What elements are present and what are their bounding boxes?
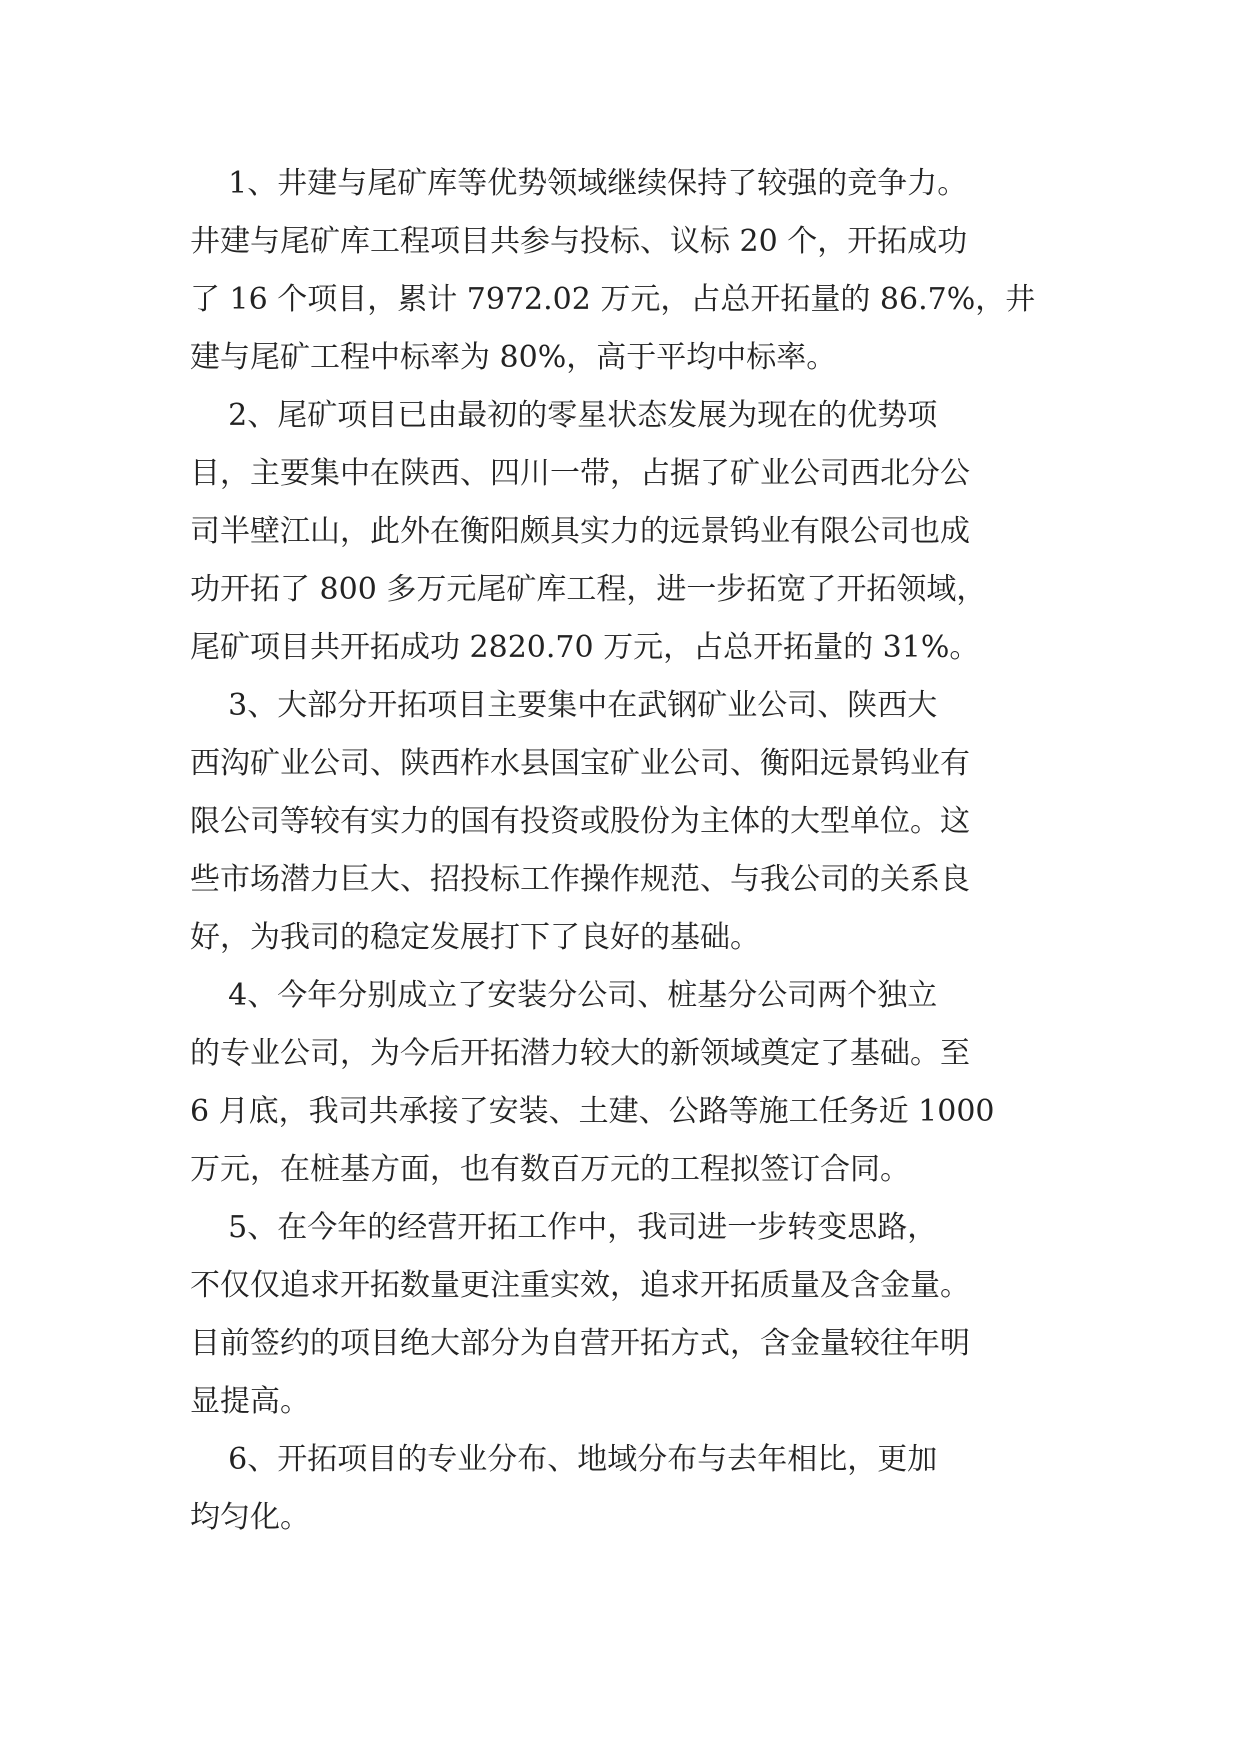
text-line-13: 些市场潜力巨大、招投标工作操作规范、与我公司的关系良	[190, 862, 970, 897]
text-line-18: 万元，在桩基方面，也有数百万元的工程拟签订合同。	[190, 1152, 910, 1187]
text-line-3: 了 16 个项目，累计 7972.02 万元，占总开拓量的 86.7%，井	[190, 282, 1036, 317]
text-line-16: 的专业公司，为今后开拓潜力较大的新领域奠定了基础。至	[190, 1036, 970, 1071]
text-line-9: 尾矿项目共开拓成功 2820.70 万元，占总开拓量的 31%。	[190, 630, 980, 665]
text-line-17: 6 月底，我司共承接了安装、土建、公路等施工任务近 1000	[190, 1094, 995, 1129]
text-line-12: 限公司等较有实力的国有投资或股份为主体的大型单位。这	[190, 804, 970, 839]
text-line-22: 显提高。	[190, 1384, 310, 1419]
text-line-19: 5、在今年的经营开拓工作中，我司进一步转变思路，	[190, 1210, 938, 1245]
text-line-10: 3、大部分开拓项目主要集中在武钢矿业公司、陕西大	[190, 688, 938, 723]
text-line-2: 井建与尾矿库工程项目共参与投标、议标 20 个，开拓成功	[190, 224, 968, 259]
text-line-24: 均匀化。	[190, 1500, 310, 1535]
text-line-6: 目，主要集中在陕西、四川一带，占据了矿业公司西北分公	[190, 456, 970, 491]
text-line-23: 6、开拓项目的专业分布、地域分布与去年相比，更加	[190, 1442, 938, 1477]
text-line-5: 2、尾矿项目已由最初的零星状态发展为现在的优势项	[190, 398, 938, 433]
text-line-7: 司半壁江山，此外在衡阳颇具实力的远景钨业有限公司也成	[190, 514, 970, 549]
text-line-1: 1、井建与尾矿库等优势领域继续保持了较强的竞争力。	[190, 166, 968, 201]
text-line-21: 目前签约的项目绝大部分为自营开拓方式，含金量较往年明	[190, 1326, 970, 1361]
text-line-14: 好，为我司的稳定发展打下了良好的基础。	[190, 920, 760, 955]
text-line-11: 西沟矿业公司、陕西柞水县国宝矿业公司、衡阳远景钨业有	[190, 746, 970, 781]
text-line-8: 功开拓了 800 多万元尾矿库工程，进一步拓宽了开拓领域，	[190, 572, 987, 607]
text-line-15: 4、今年分别成立了安装分公司、桩基分公司两个独立	[190, 978, 938, 1013]
text-line-4: 建与尾矿工程中标率为 80%，高于平均中标率。	[190, 340, 837, 375]
text-line-20: 不仅仅追求开拓数量更注重实效，追求开拓质量及含金量。	[190, 1268, 970, 1303]
